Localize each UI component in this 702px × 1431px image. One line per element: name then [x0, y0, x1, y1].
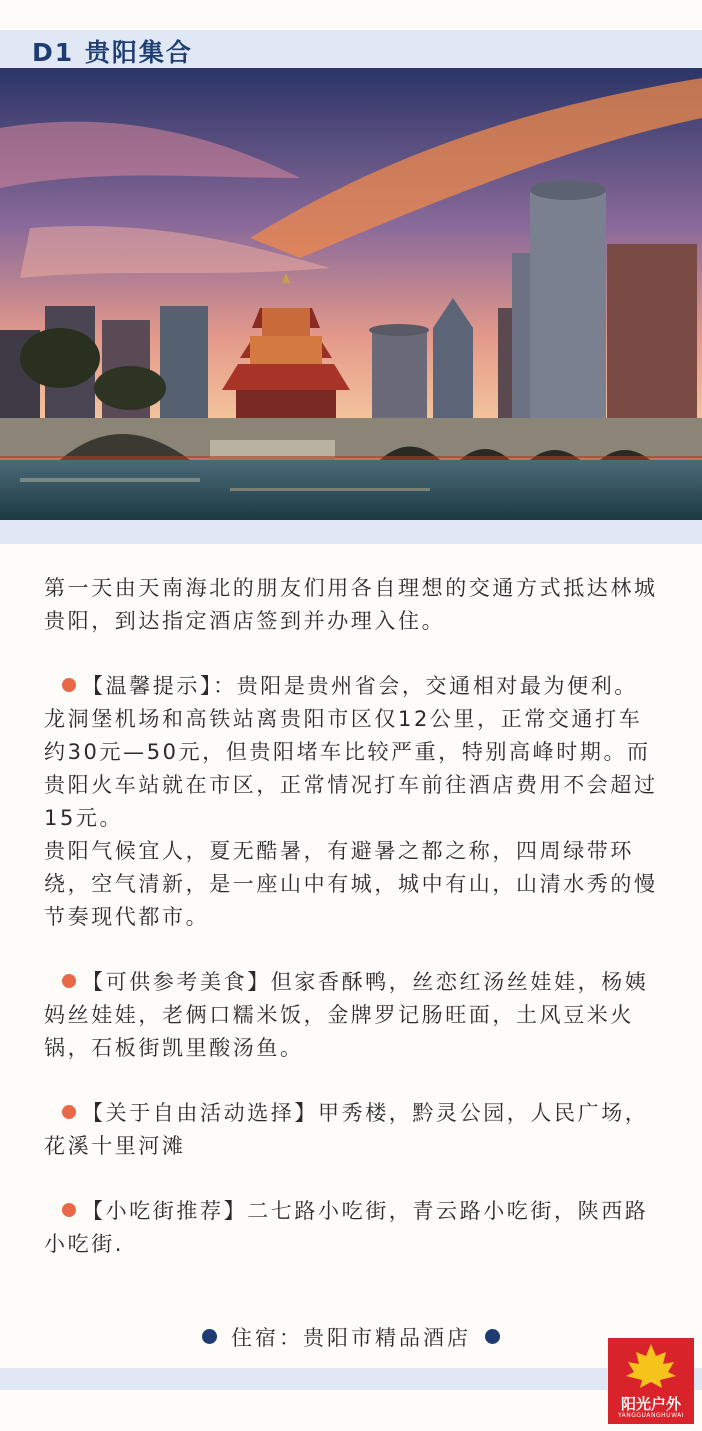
activities-text: 【关于自由活动选择】甲秀楼，黔灵公园，人民广场，花溪十里河滩	[44, 1101, 649, 1158]
bottom-band	[0, 1368, 702, 1390]
tip-paragraph	[44, 670, 658, 835]
tip-text: 【温馨提示】：贵阳是贵州省会，交通相对最为便利。龙洞堡机场和高铁站离贵阳市区仅12公里，正常交通打车约30元—50元，但贵阳堵车比较严重，特别高峰时期。而贵阳火车站就在市区，正常情况打车前往酒店费用不会超过15元。	[44, 674, 658, 830]
climate-paragraph: 贵阳气候宜人，夏无酷暑，有避暑之都之称，四周绿带环绕，空气清新，是一座山中有城，城中有山，山清水秀的慢节奏现代都市。	[44, 839, 658, 929]
section-header	[0, 30, 702, 68]
left-dot-icon	[202, 1329, 217, 1344]
food-paragraph	[44, 966, 658, 1065]
accommodation-line	[0, 1322, 702, 1352]
bullet-dot-icon	[62, 1203, 76, 1217]
article-body	[44, 572, 658, 1293]
right-dot-icon	[485, 1329, 500, 1344]
snacks-paragraph	[44, 1195, 658, 1261]
accommodation-text: 住宿：贵阳市精品酒店	[231, 1326, 471, 1350]
brand-logo	[608, 1338, 694, 1424]
photo-bottom-band	[0, 520, 702, 544]
top-strip	[0, 0, 702, 30]
logo-text: 阳光户外	[620, 1395, 681, 1413]
intro-paragraph: 第一天由天南海北的朋友们用各自理想的交通方式抵达林城贵阳，到达指定酒店签到并办理入住。	[44, 576, 658, 633]
section-title: D1 贵阳集合	[32, 38, 193, 67]
maple-leaf-icon	[608, 1338, 694, 1394]
logo-subtext: YANGGUANGHUWAI	[617, 1412, 685, 1419]
food-text: 【可供参考美食】但家香酥鸭，丝恋红汤丝娃娃，杨姨妈丝娃娃，老俩口糯米饭，金牌罗记肠旺面，土风豆米火锅，石板街凯里酸汤鱼。	[44, 970, 649, 1060]
jiaxiu-tower-photo	[0, 68, 702, 520]
activities-paragraph	[44, 1097, 658, 1163]
bullet-dot-icon	[62, 974, 76, 988]
bullet-dot-icon	[62, 1105, 76, 1119]
snacks-text: 【小吃街推荐】二七路小吃街，青云路小吃街，陕西路小吃街.	[44, 1199, 649, 1256]
bullet-dot-icon	[62, 678, 76, 692]
